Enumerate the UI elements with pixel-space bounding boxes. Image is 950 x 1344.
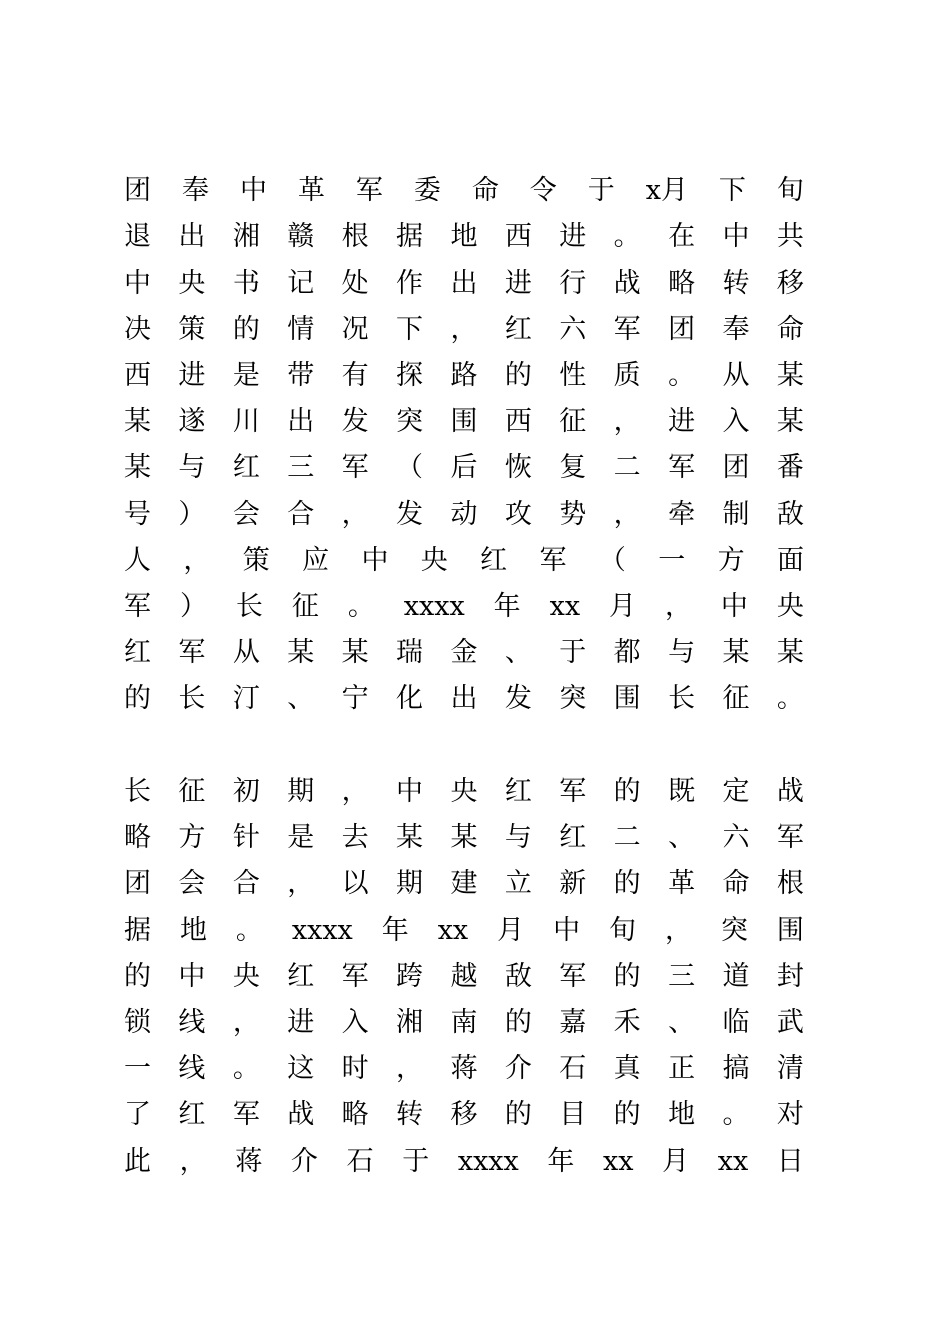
text-token: 征	[722, 683, 750, 715]
text-token: 锁	[124, 1006, 151, 1038]
text-token: 地	[450, 221, 478, 253]
text-line	[124, 908, 804, 954]
text-token: 六	[559, 313, 587, 345]
text-token: 军	[341, 960, 369, 992]
text-token: 军	[559, 960, 587, 992]
text-token: 突	[396, 406, 424, 438]
text-token: 战	[613, 267, 641, 299]
text-token: 旬	[776, 175, 804, 206]
text-token: 。	[232, 1053, 260, 1085]
text-token: 石	[346, 1145, 374, 1177]
text-token: 转	[396, 1099, 424, 1131]
text-token: 红	[124, 637, 151, 669]
text-token: 线	[178, 1053, 206, 1085]
text-token: 发	[396, 498, 424, 530]
text-token: 清	[776, 1053, 804, 1085]
text-line	[124, 445, 804, 491]
text-token: 革	[668, 868, 696, 900]
text-token: 恢	[504, 452, 532, 484]
text-token: 地	[179, 914, 207, 946]
text-token: （	[598, 544, 626, 576]
text-token: 战	[776, 776, 804, 807]
text-token: 临	[722, 1006, 750, 1038]
text-line	[124, 1046, 804, 1092]
text-token: 方	[178, 822, 206, 854]
text-token: 中	[361, 544, 389, 576]
text-token: 红	[504, 313, 532, 345]
text-token: 与	[504, 822, 532, 854]
text-token: 的	[124, 960, 151, 992]
text-token: 军	[613, 313, 641, 345]
text-token: 某	[450, 822, 478, 854]
text-line	[124, 307, 804, 353]
text-token: 道	[722, 960, 750, 992]
text-line	[124, 815, 804, 861]
text-token: ）	[179, 591, 207, 622]
text-token: 遂	[178, 406, 206, 438]
text-token: ，	[232, 1006, 260, 1038]
text-token: 期	[396, 868, 424, 900]
text-token: 的	[504, 1099, 532, 1131]
text-token: 、	[287, 683, 315, 715]
text-token: 决	[124, 313, 151, 345]
text-token: 作	[396, 267, 424, 299]
text-token: 根	[341, 221, 369, 253]
text-token: xxxx	[291, 914, 353, 946]
text-token: 处	[341, 267, 369, 299]
text-token: 进	[178, 360, 206, 392]
text-token: 军	[178, 637, 206, 669]
text-token: 央	[178, 267, 206, 299]
text-token: 共	[776, 221, 804, 253]
text-token: 月	[609, 591, 637, 622]
text-token: 革	[297, 175, 325, 206]
text-token: 根	[776, 868, 804, 900]
text-token: 央	[450, 776, 478, 807]
text-token: 面	[776, 544, 804, 576]
text-token: xx	[437, 914, 469, 946]
text-token: 线	[178, 1006, 206, 1038]
paragraph-1	[124, 168, 804, 723]
text-token: 质	[613, 360, 641, 392]
text-token: 、	[668, 822, 696, 854]
text-token: 征	[559, 406, 587, 438]
text-token: 金	[450, 637, 478, 669]
text-token: 。	[235, 914, 263, 946]
text-token: 介	[504, 1053, 532, 1085]
text-line	[124, 584, 804, 630]
text-token: 的	[613, 776, 641, 807]
text-token: 动	[450, 498, 478, 530]
text-token: 南	[450, 1006, 478, 1038]
text-token: 是	[232, 360, 260, 392]
text-token: 军	[539, 544, 567, 576]
text-token: ，	[613, 406, 641, 438]
text-token: 记	[287, 267, 315, 299]
text-token: 的	[504, 360, 532, 392]
text-token: 合	[287, 498, 315, 530]
text-token: 蒋	[235, 1145, 263, 1177]
text-token: 团	[668, 313, 696, 345]
text-token: 番	[776, 452, 804, 484]
text-token: ，	[341, 498, 369, 530]
text-token: 西	[504, 221, 532, 253]
text-token: 红	[232, 452, 260, 484]
text-token: 嘉	[559, 1006, 587, 1038]
text-token: 军	[124, 591, 151, 622]
text-token: 委	[413, 175, 441, 206]
text-token: 应	[302, 544, 330, 576]
text-token: 出	[450, 683, 478, 715]
text-token: ，	[450, 313, 478, 345]
text-token: 有	[341, 360, 369, 392]
text-token: 征	[291, 591, 319, 622]
text-token: 都	[613, 637, 641, 669]
text-token: 书	[232, 267, 260, 299]
text-token: 央	[776, 591, 804, 622]
text-token: 此	[124, 1145, 151, 1177]
text-token: 军	[559, 776, 587, 807]
text-token: 出	[287, 406, 315, 438]
text-token: 奉	[181, 175, 209, 206]
text-token: ，	[341, 776, 369, 807]
text-token: 与	[668, 637, 696, 669]
text-token: 攻	[504, 498, 532, 530]
text-token: 三	[668, 960, 696, 992]
text-token: 期	[287, 776, 315, 807]
text-line	[124, 630, 804, 676]
text-token: 势	[559, 498, 587, 530]
text-token: 据	[124, 914, 151, 946]
text-token: 命	[471, 175, 499, 206]
text-token: 况	[341, 313, 369, 345]
text-token: 红	[178, 1099, 206, 1131]
text-token: 红	[287, 960, 315, 992]
text-token: 新	[559, 868, 587, 900]
text-token: 于	[559, 637, 587, 669]
text-token: 搞	[722, 1053, 750, 1085]
text-token: 某	[124, 452, 151, 484]
text-token: 策	[242, 544, 270, 576]
text-token: 赣	[287, 221, 315, 253]
text-token: ，	[183, 544, 211, 576]
text-token: 围	[450, 406, 478, 438]
text-token: 石	[559, 1053, 587, 1085]
text-token: 命	[722, 868, 750, 900]
text-token: 人	[124, 544, 151, 576]
text-token: 路	[450, 360, 478, 392]
text-token: 军	[232, 1099, 260, 1131]
text-token: 复	[559, 452, 587, 484]
text-token: 初	[232, 776, 260, 807]
text-line	[124, 1139, 804, 1185]
text-token: 央	[420, 544, 448, 576]
text-token: 退	[124, 221, 151, 253]
text-token: 的	[613, 960, 641, 992]
text-token: 化	[396, 683, 424, 715]
text-line	[124, 676, 804, 722]
text-token: 从	[722, 360, 750, 392]
text-token: 。	[776, 683, 804, 715]
text-line	[124, 538, 804, 584]
text-token: 转	[722, 267, 750, 299]
text-token: 真	[613, 1053, 641, 1085]
text-token: 军	[341, 452, 369, 484]
text-token: ）	[178, 498, 206, 530]
text-token: 越	[450, 960, 478, 992]
text-token: ，	[179, 1145, 207, 1177]
text-token: 团	[124, 868, 151, 900]
text-token: 行	[559, 267, 587, 299]
text-token: 突	[559, 683, 587, 715]
text-token: 央	[232, 960, 260, 992]
text-token: 、	[668, 1006, 696, 1038]
text-token: 于	[587, 175, 615, 206]
text-token: ，	[396, 1053, 424, 1085]
text-line	[124, 769, 804, 815]
text-token: 跨	[396, 960, 424, 992]
text-token: 中	[124, 267, 151, 299]
text-token: 介	[290, 1145, 318, 1177]
text-token: 禾	[613, 1006, 641, 1038]
text-token: 月	[662, 1145, 690, 1177]
text-token: xx	[603, 1145, 634, 1177]
text-token: 进	[287, 1006, 315, 1038]
text-token: 合	[232, 868, 260, 900]
text-token: 定	[722, 776, 750, 807]
text-token: xx	[549, 591, 581, 622]
text-token: 日	[776, 1145, 804, 1177]
text-token: 地	[668, 1099, 696, 1131]
text-token: 某	[396, 822, 424, 854]
text-token: 六	[722, 822, 750, 854]
text-token: 军	[668, 452, 696, 484]
text-token: 长	[668, 683, 696, 715]
text-token: 这	[287, 1053, 315, 1085]
text-token: 、	[504, 637, 532, 669]
text-token: xxxx	[457, 1145, 519, 1177]
text-token: 略	[341, 1099, 369, 1131]
text-token: 封	[776, 960, 804, 992]
text-token: 某	[341, 637, 369, 669]
text-token: 宁	[341, 683, 369, 715]
text-token: 性	[559, 360, 587, 392]
text-token: 围	[613, 683, 641, 715]
text-token: 年	[493, 591, 521, 622]
text-token: 的	[613, 1099, 641, 1131]
text-token: 入	[722, 406, 750, 438]
text-token: 出	[178, 221, 206, 253]
text-line	[124, 1092, 804, 1138]
text-token: 中	[722, 221, 750, 253]
text-token: 探	[396, 360, 424, 392]
text-token: 立	[504, 868, 532, 900]
text-token: 某	[722, 637, 750, 669]
text-line	[124, 492, 804, 538]
text-token: 军	[355, 175, 383, 206]
paragraph-2	[124, 769, 804, 1185]
text-token: 建	[450, 868, 478, 900]
text-token: 针	[232, 822, 260, 854]
text-token: 突	[720, 914, 748, 946]
text-token: 会	[232, 498, 260, 530]
text-token: 军	[776, 822, 804, 854]
text-token: 征	[178, 776, 206, 807]
text-token: 令	[529, 175, 557, 206]
text-token: 移	[450, 1099, 478, 1131]
text-token: 发	[504, 683, 532, 715]
text-token: 旬	[609, 914, 637, 946]
text-token: ，	[664, 914, 692, 946]
text-token: 中	[396, 776, 424, 807]
text-line	[124, 954, 804, 1000]
text-token: 在	[668, 221, 696, 253]
text-token: （	[396, 452, 424, 484]
text-token: 命	[776, 313, 804, 345]
text-token: 移	[776, 267, 804, 299]
text-token: 武	[776, 1006, 804, 1038]
text-token: 二	[613, 452, 641, 484]
text-token: 牵	[668, 498, 696, 530]
text-token: 。	[668, 360, 696, 392]
text-token: 出	[450, 267, 478, 299]
text-token: 二	[613, 822, 641, 854]
text-line	[124, 1000, 804, 1046]
text-token: 进	[559, 221, 587, 253]
text-token: 长	[178, 683, 206, 715]
text-token: 战	[287, 1099, 315, 1131]
text-token: 方	[717, 544, 745, 576]
text-line	[124, 399, 804, 445]
text-token: 。	[613, 221, 641, 253]
text-token: 。	[347, 591, 375, 622]
text-token: 制	[722, 498, 750, 530]
text-token: 进	[668, 406, 696, 438]
text-token: 一	[124, 1053, 151, 1085]
text-token: 蒋	[450, 1053, 478, 1085]
text-token: 。	[722, 1099, 750, 1131]
text-token: 去	[341, 822, 369, 854]
text-token: 汀	[232, 683, 260, 715]
text-token: 据	[396, 221, 424, 253]
text-token: x月	[645, 175, 688, 206]
text-token: 目	[559, 1099, 587, 1131]
text-token: 团	[124, 175, 151, 206]
text-token: ，	[287, 868, 315, 900]
text-token: 团	[722, 452, 750, 484]
text-token: 西	[124, 360, 151, 392]
text-token: 略	[124, 822, 151, 854]
text-line	[124, 261, 804, 307]
text-token: 中	[553, 914, 581, 946]
text-token: 湘	[396, 1006, 424, 1038]
text-token: 年	[381, 914, 409, 946]
text-line	[124, 214, 804, 261]
text-token: 进	[504, 267, 532, 299]
text-token: 与	[178, 452, 206, 484]
text-token: 红	[504, 776, 532, 807]
text-token: 红	[480, 544, 508, 576]
text-token: 一	[658, 544, 686, 576]
text-token: ，	[613, 498, 641, 530]
text-token: 月	[497, 914, 525, 946]
text-token: 的	[232, 313, 260, 345]
text-token: 入	[341, 1006, 369, 1038]
text-token: 中	[178, 960, 206, 992]
text-line	[124, 168, 804, 214]
text-token: 对	[776, 1099, 804, 1131]
text-token: 敌	[776, 498, 804, 530]
text-token: 瑞	[396, 637, 424, 669]
text-token: 围	[776, 914, 804, 946]
text-token: 正	[668, 1053, 696, 1085]
text-token: 以	[341, 868, 369, 900]
text-token: 奉	[722, 313, 750, 345]
text-token: 下	[718, 175, 746, 206]
text-token: 红	[559, 822, 587, 854]
text-token: xxxx	[403, 591, 465, 622]
text-token: ，	[664, 591, 692, 622]
text-token: 长	[124, 776, 151, 807]
text-token: 中	[239, 175, 267, 206]
text-token: 某	[776, 360, 804, 392]
text-token: 的	[504, 1006, 532, 1038]
text-token: 从	[232, 637, 260, 669]
text-token: 的	[124, 683, 151, 715]
text-token: 年	[547, 1145, 575, 1177]
text-token: 情	[287, 313, 315, 345]
text-token: 了	[124, 1099, 151, 1131]
text-token: 带	[287, 360, 315, 392]
text-token: 发	[341, 406, 369, 438]
text-token: 某	[287, 637, 315, 669]
text-token: 西	[504, 406, 532, 438]
text-token: 时	[341, 1053, 369, 1085]
text-token: 号	[124, 498, 151, 530]
text-token: 敌	[504, 960, 532, 992]
text-token: 后	[450, 452, 478, 484]
text-token: 某	[776, 406, 804, 438]
text-token: 既	[668, 776, 696, 807]
text-token: 湘	[232, 221, 260, 253]
text-token: 的	[613, 868, 641, 900]
text-line	[124, 353, 804, 399]
text-token: 下	[396, 313, 424, 345]
text-token: 某	[124, 406, 151, 438]
text-token: 略	[668, 267, 696, 299]
text-token: xx	[717, 1145, 749, 1177]
text-token: 中	[720, 591, 748, 622]
text-token: 川	[232, 406, 260, 438]
text-token: 策	[178, 313, 206, 345]
text-token: 某	[776, 637, 804, 669]
text-line	[124, 861, 804, 907]
text-token: 三	[287, 452, 315, 484]
text-token: 于	[402, 1145, 430, 1177]
text-token: 长	[235, 591, 263, 622]
text-token: 会	[178, 868, 206, 900]
text-token: 是	[287, 822, 315, 854]
